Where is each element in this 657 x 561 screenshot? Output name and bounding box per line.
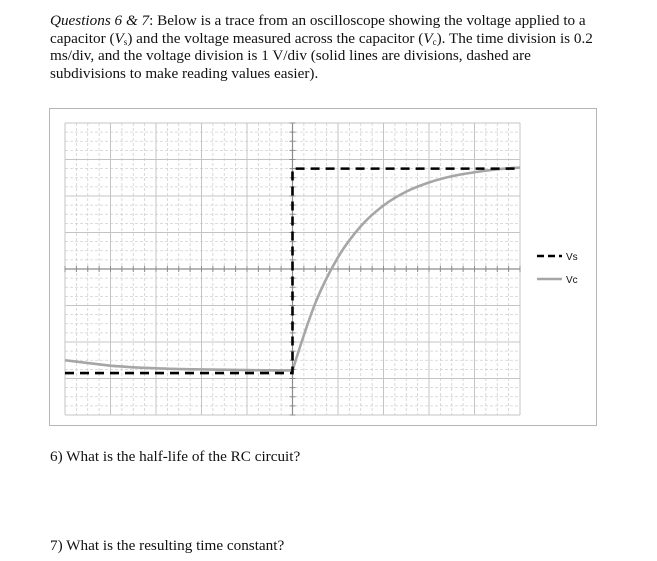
oscilloscope-trace-chart bbox=[50, 109, 596, 425]
legend-vc-label: Vc bbox=[566, 275, 578, 286]
intro-text-part-1: : Below is a trace from an oscilloscope showing the voltage applied to a capacitor ( bbox=[50, 12, 586, 47]
intro-text-part-3: ). The time division is 0.2 ms/div, and the voltage division is 1 V/div (solid lines are divisions, dashed are subdivisions to make reading values easier). bbox=[50, 29, 593, 82]
vc-symbol: V bbox=[423, 29, 433, 47]
vs-subscript: s bbox=[123, 36, 128, 47]
question-6: 6) What is the half-life of the RC circuit? bbox=[50, 448, 301, 465]
vc-subscript: c bbox=[432, 36, 437, 47]
intro-text-part-2: ) and the voltage measured across the capacitor ( bbox=[127, 29, 424, 47]
legend bbox=[537, 252, 578, 286]
question-intro-text bbox=[50, 12, 610, 82]
vs-symbol: V bbox=[114, 29, 124, 47]
oscilloscope-figure bbox=[49, 108, 597, 426]
questions-label: Questions 6 & 7 bbox=[50, 12, 150, 29]
question-7: 7) What is the resulting time constant? bbox=[50, 537, 285, 554]
legend-vs-label: Vs bbox=[566, 252, 578, 263]
